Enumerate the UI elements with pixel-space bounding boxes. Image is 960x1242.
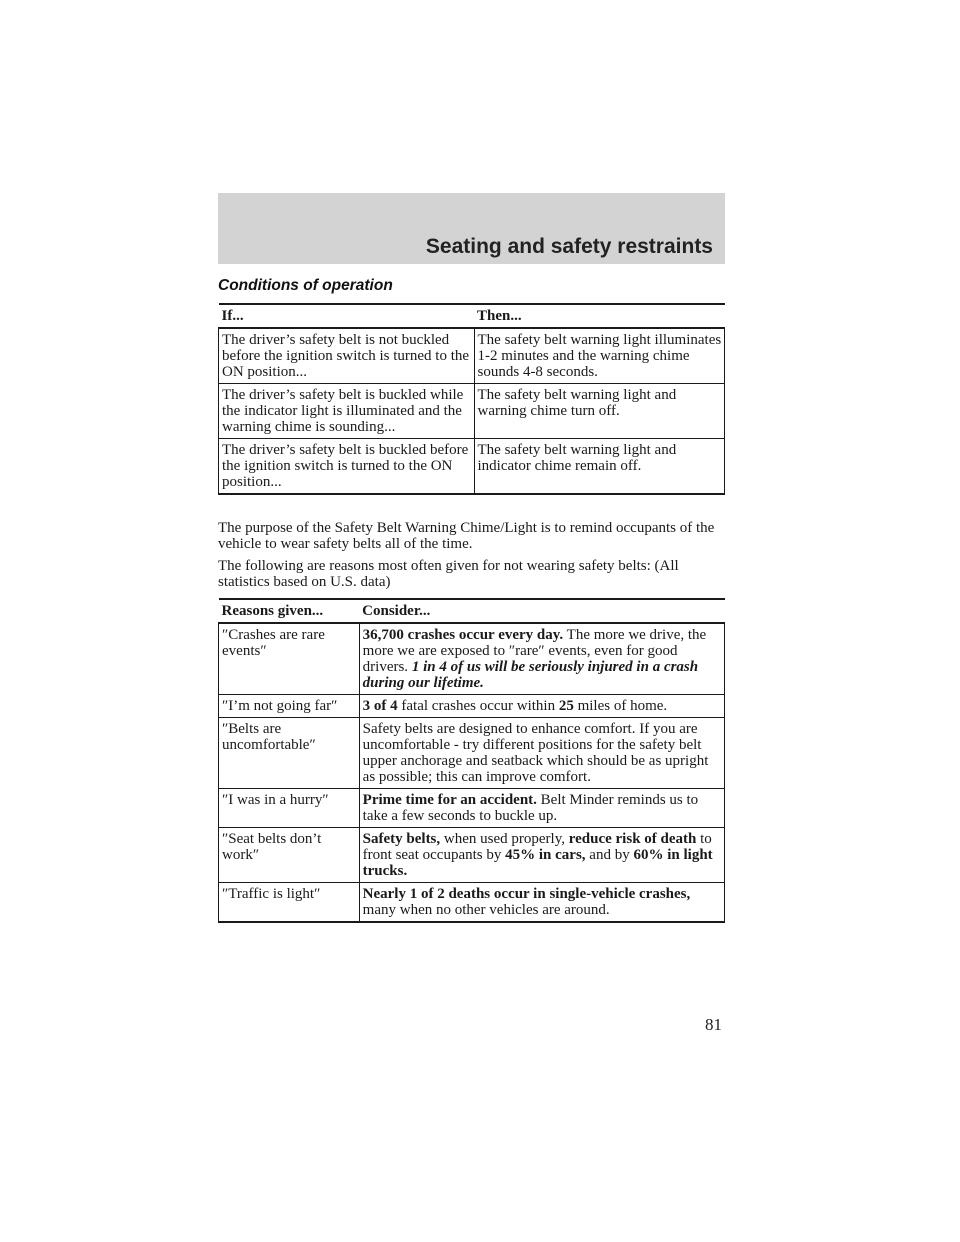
consider-text: to front seat occupants by [362, 831, 712, 863]
conditions-row [219, 384, 725, 439]
consider-text: 60% in light trucks. [362, 847, 713, 879]
conditions-table [218, 303, 725, 495]
reason-cell: ″Crashes are rare events″ [219, 623, 360, 695]
consider-text: reduce risk of death [568, 831, 697, 847]
reasons-table [218, 598, 725, 923]
conditions-row [219, 439, 725, 495]
reasons-header-reason: Reasons given... [221, 603, 324, 619]
consider-cell [359, 789, 724, 828]
reason-row [219, 828, 725, 883]
consider-text: fatal crashes occur within [397, 698, 559, 714]
conditions-header-then: Then... [477, 308, 522, 324]
conditions-header-if: If... [221, 308, 244, 324]
consider-cell [359, 718, 724, 789]
consider-text: miles of home. [573, 698, 668, 714]
consider-cell [359, 695, 724, 718]
section-title: Conditions of operation [218, 277, 393, 294]
reasons-header-consider: Consider... [362, 603, 431, 619]
consider-text: 1 in 4 of us will be seriously injured in a crash during our lifetime. [362, 659, 699, 691]
purpose-paragraph: The purpose of the Safety Belt Warning Chime/Light is to remind occupants of the vehicle to wear safety belts all of the time. [218, 520, 715, 552]
consider-text: 45% in cars, [505, 847, 586, 863]
reason-row [219, 695, 725, 718]
consider-cell [359, 828, 724, 883]
reason-cell: ″I was in a hurry″ [219, 789, 360, 828]
chapter-header-band [218, 193, 725, 264]
reason-row [219, 789, 725, 828]
condition-if-cell: The driver’s safety belt is buckled while the indicator light is illuminated and the warning chime is sounding... [219, 384, 475, 439]
reason-cell: ″Seat belts don’t work″ [219, 828, 360, 883]
page-number: 81 [705, 1015, 722, 1034]
conditions-row [219, 328, 725, 384]
reasons-header-row [219, 599, 725, 623]
condition-then-cell: The safety belt warning light and warning chime turn off. [474, 384, 724, 439]
condition-then-cell: The safety belt warning light illuminates 1-2 minutes and the warning chime sounds 4-8 seconds. [474, 328, 724, 384]
reason-row [219, 623, 725, 695]
consider-text: 3 of 4 [362, 698, 398, 714]
consider-text: many when no other vehicles are around. [362, 902, 610, 918]
consider-text: Belt Minder reminds us to take a few seconds to buckle up. [362, 792, 699, 824]
condition-if-cell: The driver’s safety belt is buckled before the ignition switch is turned to the ON position... [219, 439, 475, 495]
consider-text: 25 [558, 698, 574, 714]
consider-text: Nearly 1 of 2 deaths occur in single-vehicle crashes, [362, 886, 691, 902]
reason-cell: ″Belts are uncomfortable″ [219, 718, 360, 789]
conditions-header-row [219, 304, 725, 328]
reasons-intro-paragraph: The following are reasons most often given for not wearing safety belts: (All statistics based on U.S. data) [218, 558, 679, 590]
chapter-title: Seating and safety restraints [425, 235, 713, 258]
condition-then-cell: The safety belt warning light and indicator chime remain off. [474, 439, 724, 495]
reason-row [219, 718, 725, 789]
consider-text: when used properly, [440, 831, 569, 847]
consider-cell [359, 883, 724, 923]
consider-text: The more we drive, the more we are exposed to ″rare″ events, even for good drivers. [362, 627, 707, 675]
consider-text: Prime time for an accident. [362, 792, 537, 808]
reason-row [219, 883, 725, 923]
consider-text: and by [585, 847, 634, 863]
consider-text: 36,700 crashes occur every day. [362, 627, 564, 643]
condition-if-cell: The driver’s safety belt is not buckled before the ignition switch is turned to the ON position... [219, 328, 475, 384]
reason-cell: ″I’m not going far″ [219, 695, 360, 718]
consider-cell [359, 623, 724, 695]
consider-text: Safety belts are designed to enhance comfort. If you are uncomfortable - try different positions for the safety belt upper anchorage and seatback which should be as upright as possible; this can improve comfort. [362, 721, 709, 785]
consider-text: Safety belts, [362, 831, 441, 847]
reason-cell: ″Traffic is light″ [219, 883, 360, 923]
